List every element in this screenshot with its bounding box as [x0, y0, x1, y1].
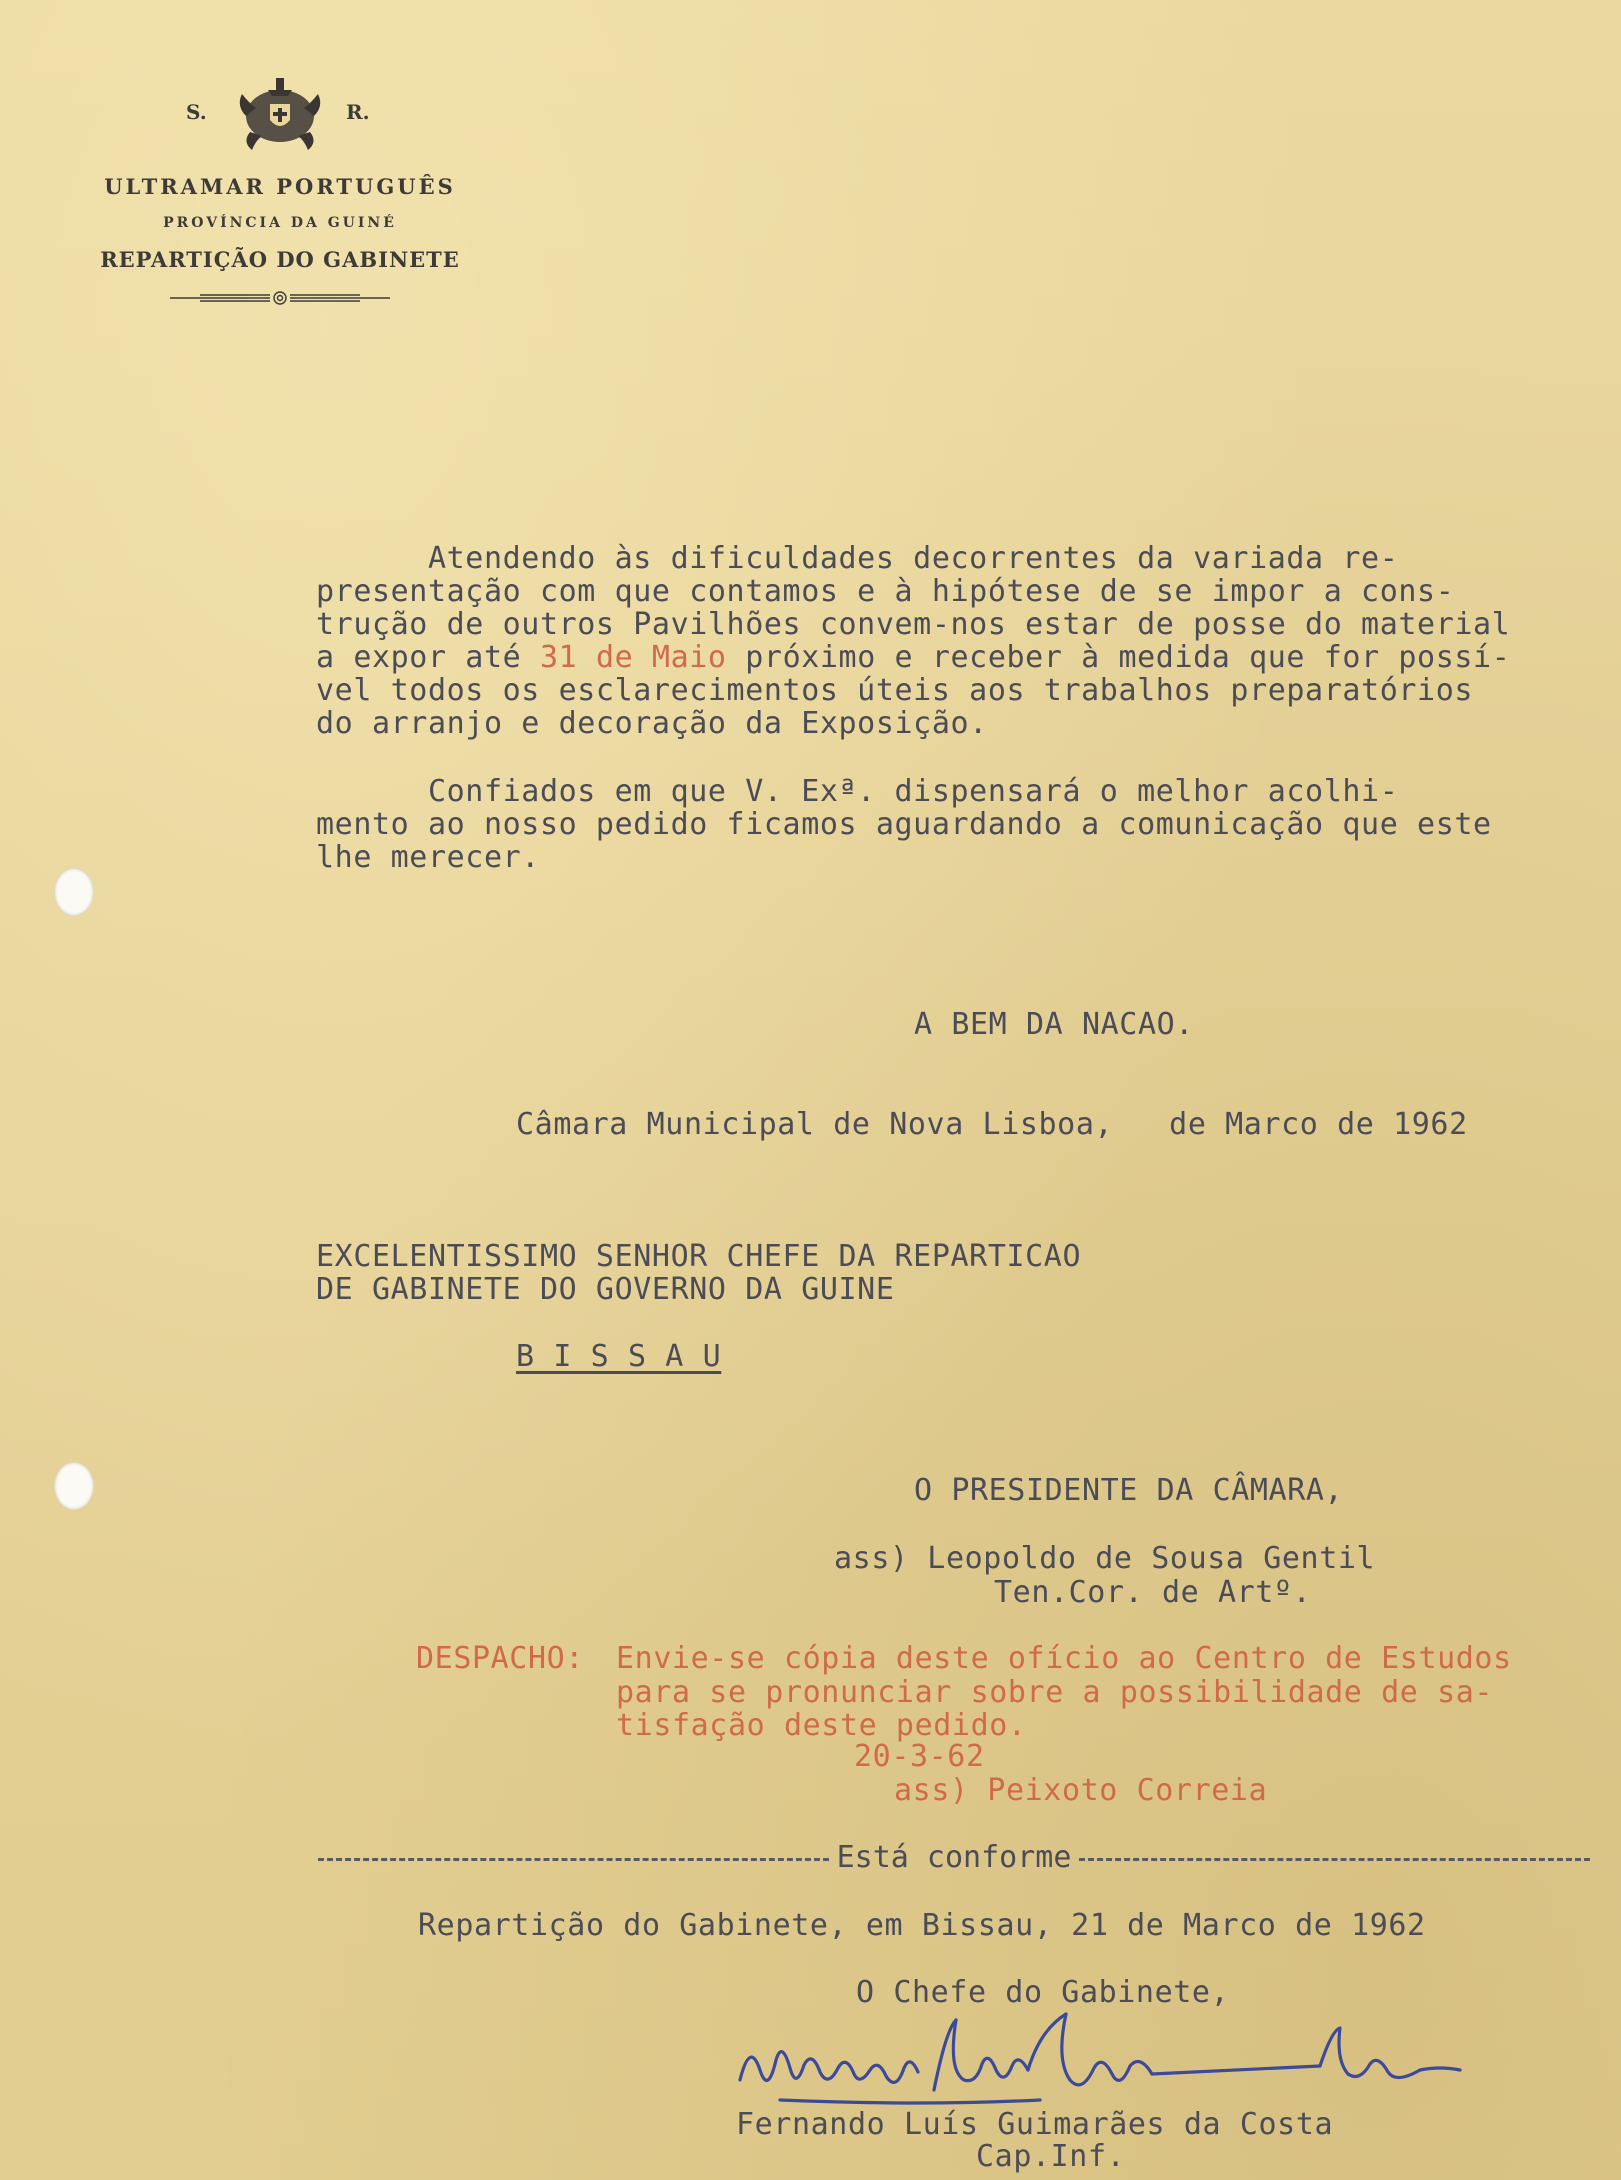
paragraph-1-line-1: Atendendo às dificuldades decorrentes da variada re- — [316, 541, 1399, 576]
dash-fill-left — [318, 1858, 829, 1861]
closing-formula: A BEM DA NACAO. — [914, 1007, 1194, 1042]
conformity-title: O Chefe do Gabinete, — [856, 1975, 1230, 2010]
signatory-name: ass) Leopoldo de Sousa Gentil — [834, 1541, 1376, 1576]
paragraph-1-line-2: presentação com que contamos e à hipótese de se impor a cons- — [316, 574, 1455, 609]
crest-right-letter: R. — [346, 100, 370, 124]
addressee-line-2: DE GABINETE DO GOVERNO DA GUINE — [316, 1272, 895, 1307]
letterhead-department: REPARTIÇÃO DO GABINETE — [100, 247, 460, 272]
punch-hole-bottom — [54, 1462, 94, 1510]
signatory-title: O PRESIDENTE DA CÂMARA, — [914, 1473, 1344, 1508]
crest-left-letter: S. — [186, 100, 207, 124]
paragraph-1-line-3: trução de outros Pavilhões convem-nos estar de posse do material — [316, 607, 1511, 642]
dash-fill-right — [1079, 1858, 1590, 1861]
despacho-line-2: para se pronunciar sobre a possibilidade de sa- — [616, 1675, 1494, 1710]
paragraph-2-line-3: lhe merecer. — [316, 840, 540, 875]
ornament-divider-icon — [170, 288, 390, 308]
despacho-label: DESPACHO: — [416, 1641, 584, 1676]
addressee-line-1: EXCELENTISSIMO SENHOR CHEFE DA REPARTICAO — [316, 1239, 1082, 1274]
despacho-signed: ass) Peixoto Correia — [894, 1773, 1268, 1808]
despacho-line-3: tisfação deste pedido. — [616, 1708, 1027, 1743]
addressee-city: B I S S A U — [516, 1339, 722, 1374]
paragraph-2 — [316, 775, 1492, 874]
handwritten-signature — [720, 2010, 1480, 2120]
paragraph-2-line-1: Confiados em que V. Exª. dispensará o melhor acolhi- — [316, 774, 1399, 809]
punch-hole-top — [54, 868, 94, 916]
letterhead — [90, 70, 470, 312]
conformity-name: Fernando Luís Guimarães da Costa — [736, 2107, 1334, 2142]
signatory-rank: Ten.Cor. de Artº. — [994, 1575, 1312, 1610]
conformity-place-date: Repartição do Gabinete, em Bissau, 21 de Marco de 1962 — [418, 1908, 1426, 1943]
paragraph-1-line-4b: próximo e receber à medida que for possí- — [726, 640, 1511, 675]
deadline-date: 31 de Maio — [539, 640, 727, 675]
paragraph-1-line-6: do arranjo e decoração da Exposição. — [316, 706, 988, 741]
crest-row — [90, 70, 470, 170]
origin-place-date: Câmara Municipal de Nova Lisboa, de Marco de 1962 — [516, 1107, 1468, 1142]
paragraph-2-line-2: mento ao nosso pedido ficamos aguardando a comunicação que este — [316, 807, 1492, 842]
paragraph-1-line-4a: a expor até — [316, 640, 540, 675]
coat-of-arms-icon — [232, 76, 328, 156]
conformity-rank: Cap.Inf. — [976, 2139, 1126, 2174]
paragraph-1 — [316, 542, 1510, 740]
paragraph-1-line-5: vel todos os esclarecimentos úteis aos trabalhos preparatórios — [316, 673, 1474, 708]
conformity-divider — [318, 1840, 1590, 1875]
conformity-label: Está conforme — [836, 1840, 1072, 1875]
despacho-line-1: Envie-se cópia deste ofício ao Centro de Estudos — [616, 1641, 1512, 1676]
letterhead-title: ULTRAMAR PORTUGUÊS — [104, 174, 456, 199]
despacho-date: 20-3-62 — [854, 1739, 985, 1774]
letterhead-province: PROVÍNCIA DA GUINÉ — [163, 215, 397, 231]
